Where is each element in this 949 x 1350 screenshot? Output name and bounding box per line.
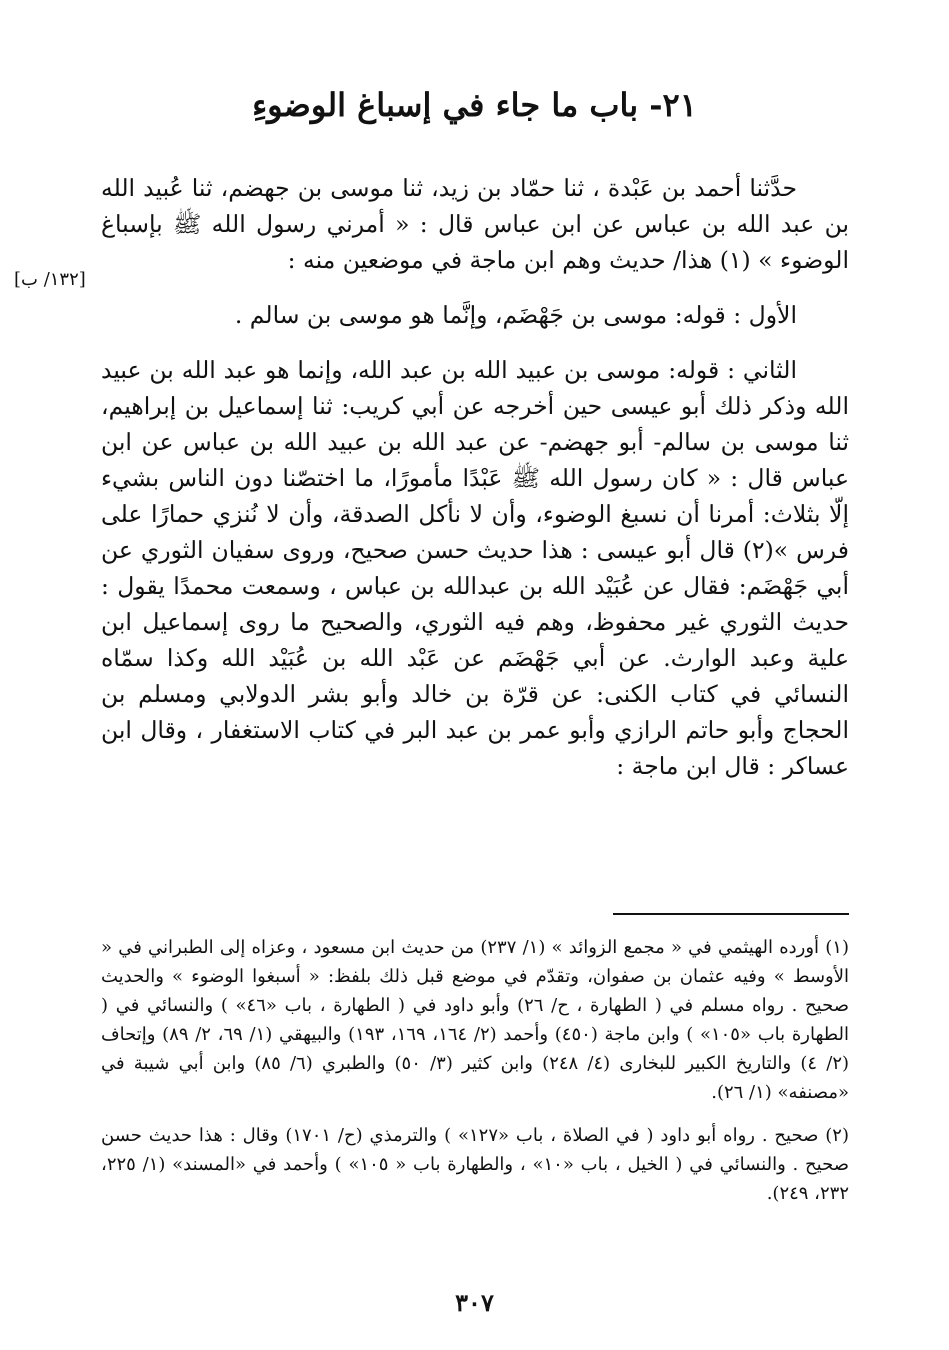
footnote-separator [613,913,849,915]
main-text [101,170,849,803]
footnote-2: (٢) صحيح . رواه أبو داود ( في الصلاة ، باب «١٢٧» ) والترمذي (ح/ ١٧٠١) وقال : هذا حديث حسن صحيح . والنسائي في ( الخيل ، باب «١٠» ، والطهارة باب « ١٠٥» ) وأحمد في «المسند» (١/ ٢٢٥، ٢٣٢، ٢٤٩). [101,1125,849,1204]
footnote-1: (١) أورده الهيثمي في « مجمع الزوائد » (١/ ٢٣٧) من حديث ابن مسعود ، وعزاه إلى الطبراني في « الأوسط » وفيه عثمان بن صفوان، وتقدّم في موضع قبل ذلك بلفظ: « أسبغوا الوضوء » والحديث صحيح . رواه مسلم في ( الطهارة ، ح/ ٢٦) وأبو داود في ( الطهارة ، باب «٤٦» ) والنسائي في ( الطهارة باب «١٠٥» ) وابن ماجة (٤٥٠) وأحمد (٢/ ١٦٤، ١٦٩، ١٩٣) والبيهقي (١/ ٦٩، ٢/ ٨٩) وإتحاف (٢/ ٤) والتاريخ الكبير للبخارى (٤/ ٢٤٨) وابن كثير (٣/ ٥٠) والطبري (٦/ ٨٥) وابن أبي شيبة في «مصنفه» (١/ ٢٦). [101,937,850,1103]
manuscript-margin-note: [١٣٢/ ب] [14,269,86,290]
paragraph-isnad: حدَّثنا أحمد بن عَبْدة ، ثنا حمّاد بن زيد، ثنا موسى بن جهضم، ثنا عُبيد الله بن عبد الله بن عباس عن ابن عباس قال : « أمرني رسول الله ﷺ بإسباغ الوضوء » (١) هذا/ حديث وهم ابن ماجة في موضعين منه : [101,174,849,274]
footnotes [101,933,849,1222]
paragraph-second-error: الثاني : قوله: موسى بن عبيد الله بن عبد الله، وإنما هو عبد الله بن عبيد الله وذكر ذلك أبو عيسى حين أخرجه عن أبي كريب: ثنا إسماعيل بن إبراهيم، ثنا موسى بن سالم- أبو جهضم- عن عبد الله بن عبيد الله بن عباس عن ابن عباس قال : « كان رسول الله ﷺ عَبْدًا مأمورًا، ما اختصّنا دون الناس بشيء إلّا بثلاث: أمرنا أن نسبغ الوضوء، وأن لا نأكل الصدقة، وأن لا نُنزي حمارًا على فرس »(٢) قال أبو عيسى : هذا حديث حسن صحيح، وروى سفيان الثوري عن أبي جَهْضَم: فقال عن عُبَيْد الله بن عبدالله بن عباس ، وسمعت محمدًا يقول : حديث الثوري غير محفوظ، وهم فيه الثوري، والصحيح ما روى إسماعيل ابن علية وعبد الوارث. عن أبي جَهْضَم عن عَبْد الله بن عُبَيْد الله وكذا سمّاه النسائي في كتاب الكنى: عن قرّة بن خالد وأبو بشر الدولابي ومسلم بن الحجاج وأبو حاتم الرازي وأبو عمر بن عبد البر في كتاب الاستغفار ، وقال ابن عساكر : قال ابن ماجة : [101,356,849,780]
paragraph-first-error: الأول : قوله: موسى بن جَهْضَم، وإنَّما هو موسى بن سالم . [234,301,797,329]
page-number: ٣٠٧ [455,1288,494,1317]
chapter-title: ٢١- باب ما جاء في إسباغ الوضوءِ [252,86,697,124]
